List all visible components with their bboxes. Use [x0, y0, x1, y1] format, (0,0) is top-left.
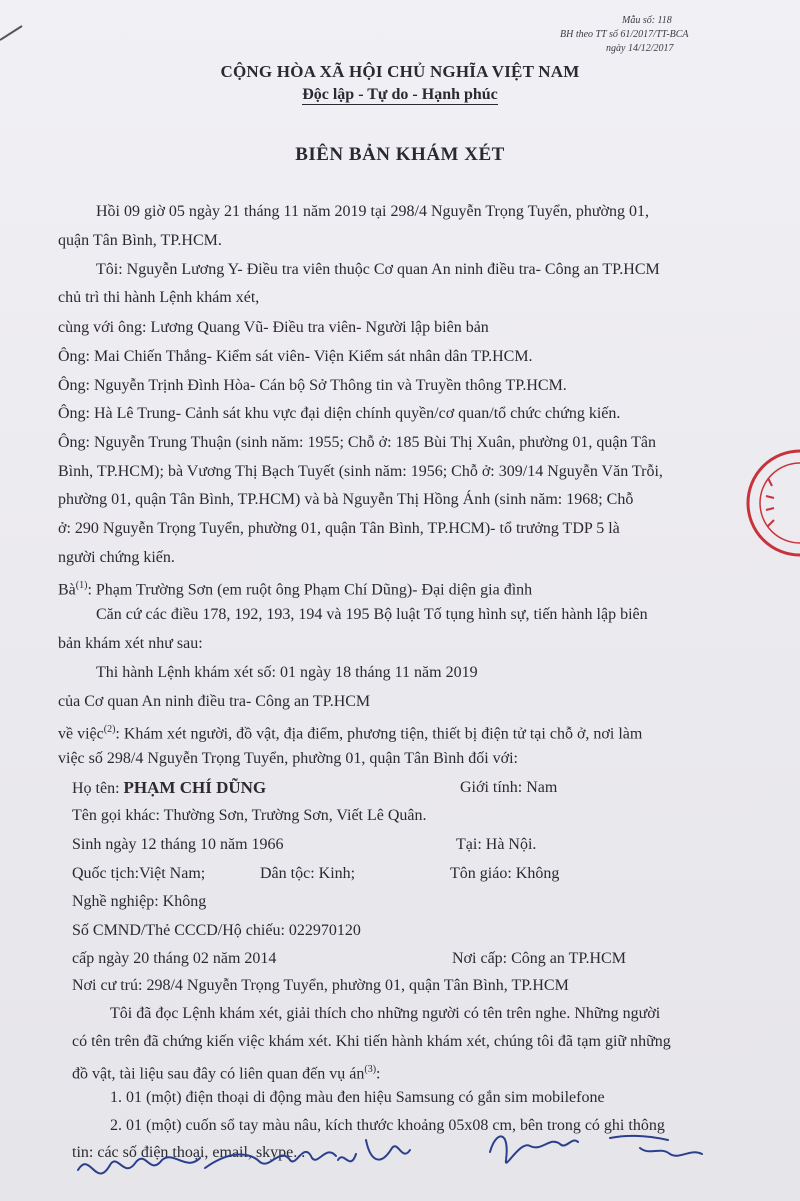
seized-item-2-continued: tin: các số điện thoại, email, skype... — [72, 1144, 306, 1161]
issued-date-field: cấp ngày 20 tháng 02 năm 2014 — [72, 950, 277, 967]
text-line: có tên trên đã chứng kiến việc khám xét. Khi tiến hành khám xét, chúng tôi đã tạm giữ những — [72, 1033, 671, 1050]
person-name-row — [72, 778, 266, 799]
family-representative-line — [58, 576, 532, 600]
name-label: Họ tên: — [72, 780, 120, 797]
form-number: Mẫu số: 118 — [622, 15, 672, 26]
document-title: BIÊN BẢN KHÁM XÉT — [295, 144, 505, 165]
text-line: Tôi: Nguyễn Lương Y- Điều tra viên thuộc Cơ quan An ninh điều tra- Công an TP.HCM — [96, 261, 660, 278]
form-date: ngày 14/12/2017 — [606, 43, 674, 54]
text-line: Thi hành Lệnh khám xét số: 01 ngày 18 tháng 11 năm 2019 — [96, 664, 478, 681]
id-number-field: Số CMND/Thẻ CCCD/Hộ chiếu: 022970120 — [72, 922, 361, 939]
signature-2 — [205, 1152, 336, 1168]
issued-by-field: Nơi cấp: Công an TP.HCM — [452, 950, 626, 967]
text-line: cùng với ông: Lương Quang Vũ- Điều tra viên- Người lập biên bản — [58, 319, 489, 336]
ethnicity-field: Dân tộc: Kinh; — [260, 865, 356, 882]
text-segment: về việc — [58, 725, 104, 743]
religion-field: Tôn giáo: Không — [450, 865, 560, 882]
signature-1 — [78, 1157, 200, 1173]
birth-date-field: Sinh ngày 12 tháng 10 năm 1966 — [72, 836, 284, 853]
text-line: Hồi 09 giờ 05 ngày 21 tháng 11 năm 2019 tại 298/4 Nguyễn Trọng Tuyển, phường 01, — [96, 203, 650, 220]
seized-item-1: 1. 01 (một) điện thoại di động màu đen hiệu Samsung có gắn sim mobilefone — [110, 1089, 605, 1106]
signature-3 — [338, 1140, 410, 1161]
signature-5 — [610, 1136, 702, 1156]
text-line: Bình, TP.HCM); bà Vương Thị Bạch Tuyết (sinh năm: 1956; Chỗ ở: 309/14 Nguyễn Văn Trỗi, — [58, 463, 663, 480]
search-purpose-line — [58, 720, 642, 744]
text-line: chủ trì thi hành Lệnh khám xét, — [58, 289, 260, 306]
text-segment: : Phạm Trường Sơn (em ruột ông Phạm Chí Dũng)- Đại diện gia đình — [87, 581, 533, 599]
text-segment: đồ vật, tài liệu sau đây có liên quan đến vụ án — [72, 1065, 365, 1083]
text-line: ở: 290 Nguyễn Trọng Tuyển, phường 01, quận Tân Bình, TP.HCM)- tổ trưởng TDP 5 là — [58, 520, 620, 537]
nation-heading: CỘNG HÒA XÃ HỘI CHỦ NGHĨA VIỆT NAM — [220, 62, 580, 81]
text-line: Ông: Hà Lê Trung- Cảnh sát khu vực đại diện chính quyền/cơ quan/tổ chức chứng kiến. — [58, 405, 621, 422]
text-segment: Bà — [58, 581, 76, 599]
motto-text: Độc lập - Tự do - Hạnh phúc — [302, 86, 498, 103]
text-line: bản khám xét như sau: — [58, 635, 203, 652]
signature-4 — [490, 1136, 578, 1162]
seized-item-2: 2. 01 (một) cuốn sổ tay màu nâu, kích thước khoảng 05x08 cm, bên trong có ghi thông — [110, 1117, 665, 1134]
text-line: người chứng kiến. — [58, 549, 175, 566]
text-line: Ông: Nguyễn Trung Thuận (sinh năm: 1955; Chỗ ở: 185 Bùi Thị Xuân, phường 01, quận Tân — [58, 434, 657, 451]
footnote-ref: (3) — [364, 1064, 377, 1075]
seized-items-intro — [72, 1060, 380, 1084]
footnote-ref: (1) — [75, 580, 88, 591]
text-line: Ông: Nguyễn Trịnh Đình Hòa- Cán bộ Sở Thông tin và Truyền thông TP.HCM. — [58, 377, 567, 394]
occupation-field: Nghề nghiệp: Không — [72, 893, 207, 910]
birthplace-field: Tại: Hà Nội. — [456, 836, 537, 853]
residence-field: Nơi cư trú: 298/4 Nguyễn Trọng Tuyển, phường 01, quận Tân Bình, TP.HCM — [72, 977, 569, 994]
text-line: Căn cứ các điều 178, 192, 193, 194 và 195 Bộ luật Tố tụng hình sự, tiến hành lập biên — [96, 606, 648, 623]
footnote-ref: (2) — [103, 724, 116, 735]
red-stamp-seal — [738, 448, 800, 558]
form-circular: BH theo TT số 61/2017/TT-BCA — [560, 29, 689, 40]
text-line: của Cơ quan An ninh điều tra- Công an TP.HCM — [58, 693, 371, 710]
person-name: PHẠM CHÍ DŨNG — [123, 778, 267, 797]
form-meta — [560, 14, 730, 56]
nationality-field: Quốc tịch:Việt Nam; — [72, 865, 206, 882]
signatures-area — [0, 1110, 800, 1201]
text-line: Ông: Mai Chiến Thắng- Kiểm sát viên- Viện Kiểm sát nhân dân TP.HCM. — [58, 348, 533, 365]
motto — [0, 86, 800, 104]
corner-mark — [0, 20, 30, 50]
alias-field: Tên gọi khác: Thường Sơn, Trường Sơn, Viết Lê Quân. — [72, 807, 427, 824]
text-segment: : Khám xét người, đồ vật, địa điểm, phương tiện, thiết bị điện tử tại chỗ ở, nơi làm — [115, 725, 643, 743]
text-line: phường 01, quận Tân Bình, TP.HCM) và bà Nguyễn Thị Hồng Ánh (sinh năm: 1968; Chỗ — [58, 491, 634, 508]
text-segment: : — [376, 1065, 381, 1083]
text-line: Tôi đã đọc Lệnh khám xét, giải thích cho những người có tên trên nghe. Những người — [110, 1005, 661, 1022]
gender-field: Giới tính: Nam — [460, 779, 558, 796]
text-line: việc số 298/4 Nguyễn Trọng Tuyển, phường 01, quận Tân Bình đối với: — [58, 750, 518, 767]
text-line: quận Tân Bình, TP.HCM. — [58, 232, 222, 249]
